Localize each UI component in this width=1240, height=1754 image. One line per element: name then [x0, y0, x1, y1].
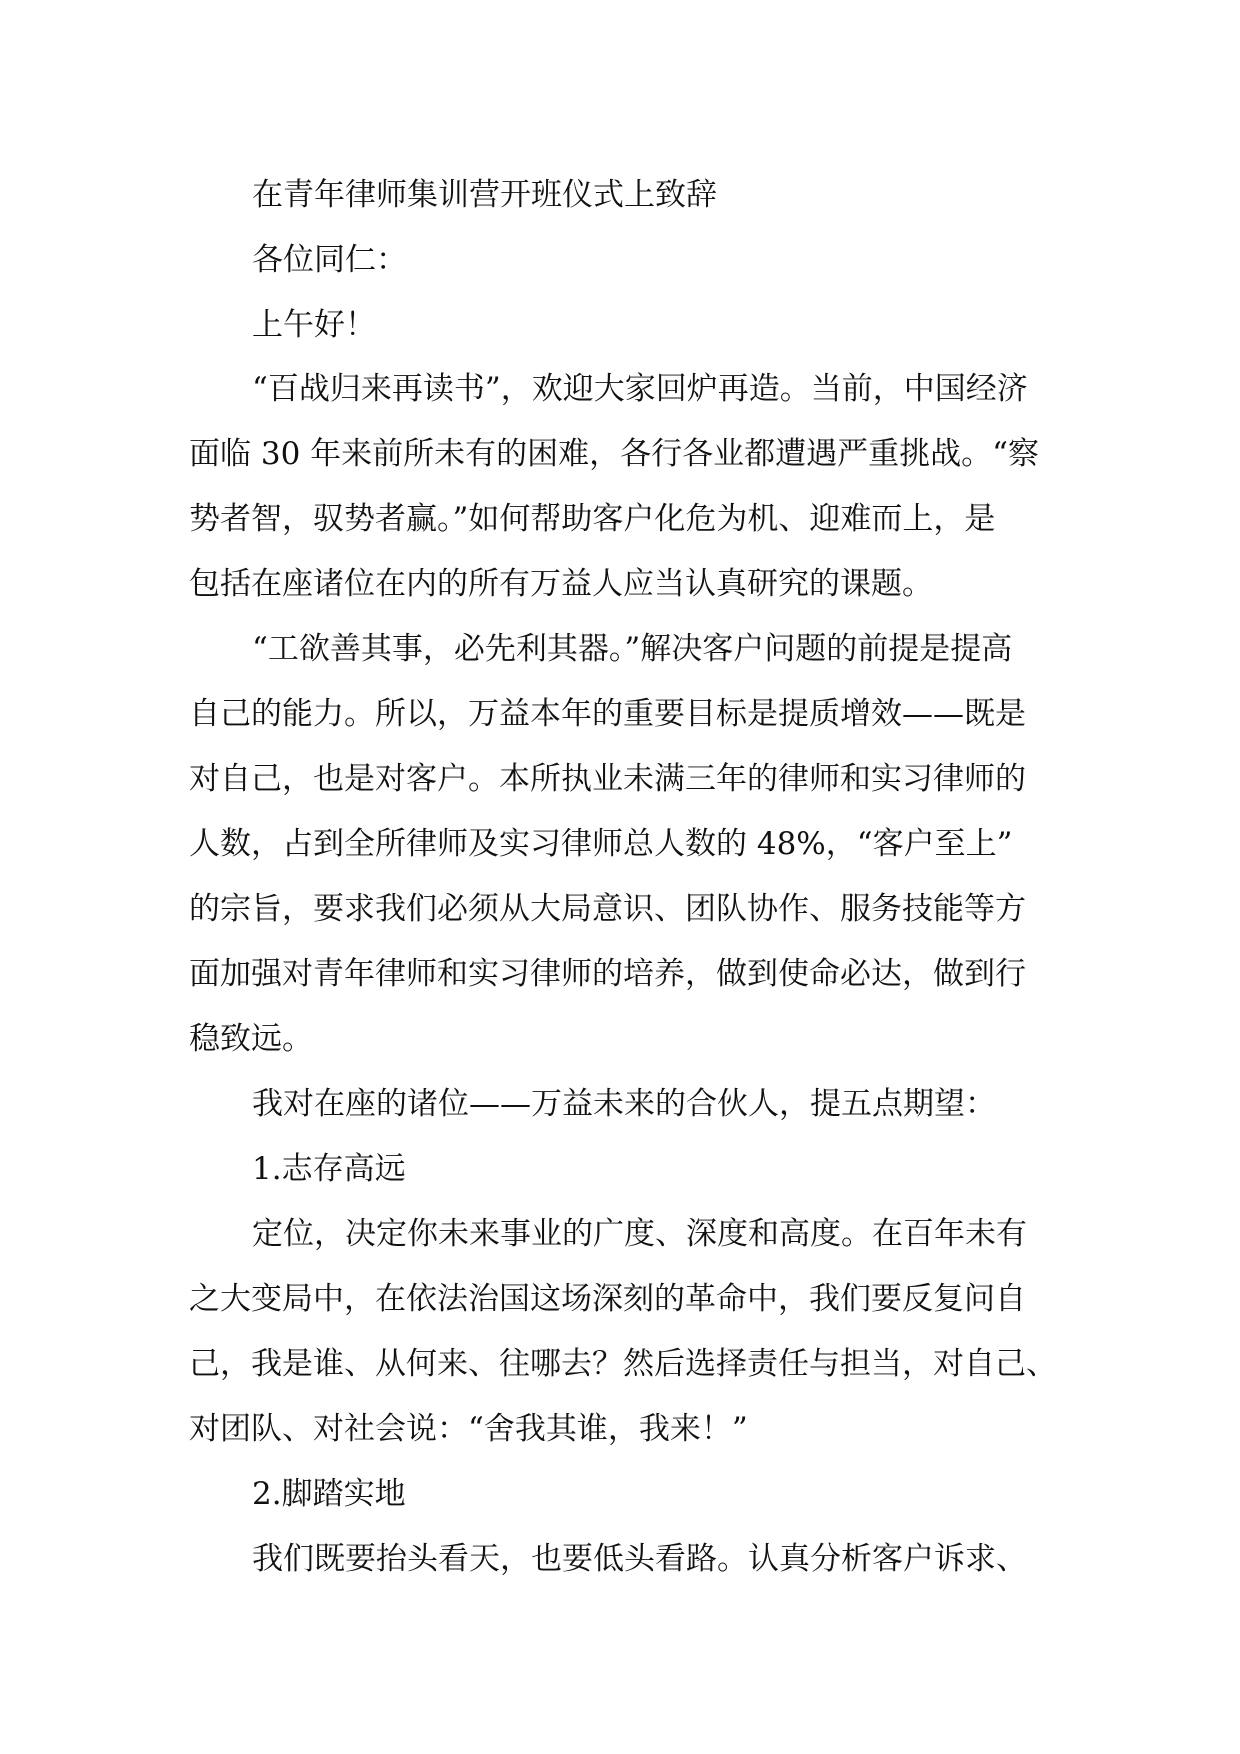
- paragraph-line: 己，我是谁、从何来、往哪去？然后选择责任与担当，对自己、: [189, 1346, 1057, 1382]
- paragraph-line: 对团队、对社会说：“舍我其谁，我来！”: [189, 1411, 748, 1447]
- paragraph-line: 面加强对青年律师和实习律师的培养，做到使命必达，做到行: [189, 956, 1026, 992]
- document-title: 在青年律师集训营开班仪式上致辞: [252, 177, 717, 213]
- section-heading: 1.志存高远: [252, 1151, 406, 1187]
- section-heading: 2.脚踏实地: [252, 1476, 406, 1512]
- paragraph-line: 稳致远。: [189, 1021, 313, 1057]
- paragraph-line: 对自己，也是对客户。本所执业未满三年的律师和实习律师的: [189, 761, 1026, 797]
- paragraph-line: “百战归来再读书”，欢迎大家回炉再造。当前，中国经济: [252, 371, 1028, 407]
- paragraph-line: 之大变局中，在依法治国这场深刻的革命中，我们要反复问自: [189, 1281, 1026, 1317]
- paragraph-line: “工欲善其事，必先利其器。”解决客户问题的前提是提高: [252, 631, 1013, 667]
- paragraph-line: 自己的能力。所以，万益本年的重要目标是提质增效——既是: [189, 696, 1026, 732]
- paragraph-line: 势者智，驭势者赢。”如何帮助客户化危为机、迎难而上，是: [189, 501, 996, 537]
- paragraph-line: 我对在座的诸位——万益未来的合伙人，提五点期望：: [252, 1086, 996, 1122]
- paragraph-line: 的宗旨，要求我们必须从大局意识、团队协作、服务技能等方: [189, 891, 1026, 927]
- paragraph-line: 我们既要抬头看天，也要低头看路。认真分析客户诉求、: [252, 1541, 1027, 1577]
- greeting: 上午好！: [252, 307, 376, 343]
- salutation: 各位同仁：: [252, 242, 407, 278]
- paragraph-line: 定位，决定你未来事业的广度、深度和高度。在百年未有: [252, 1216, 1027, 1252]
- paragraph-line: 包括在座诸位在内的所有万益人应当认真研究的课题。: [189, 566, 933, 602]
- paragraph-line: 面临 30 年来前所未有的困难，各行各业都遭遇严重挑战。“察: [189, 436, 1039, 472]
- paragraph-line: 人数，占到全所律师及实习律师总人数的 48%，“客户至上”: [189, 826, 1013, 862]
